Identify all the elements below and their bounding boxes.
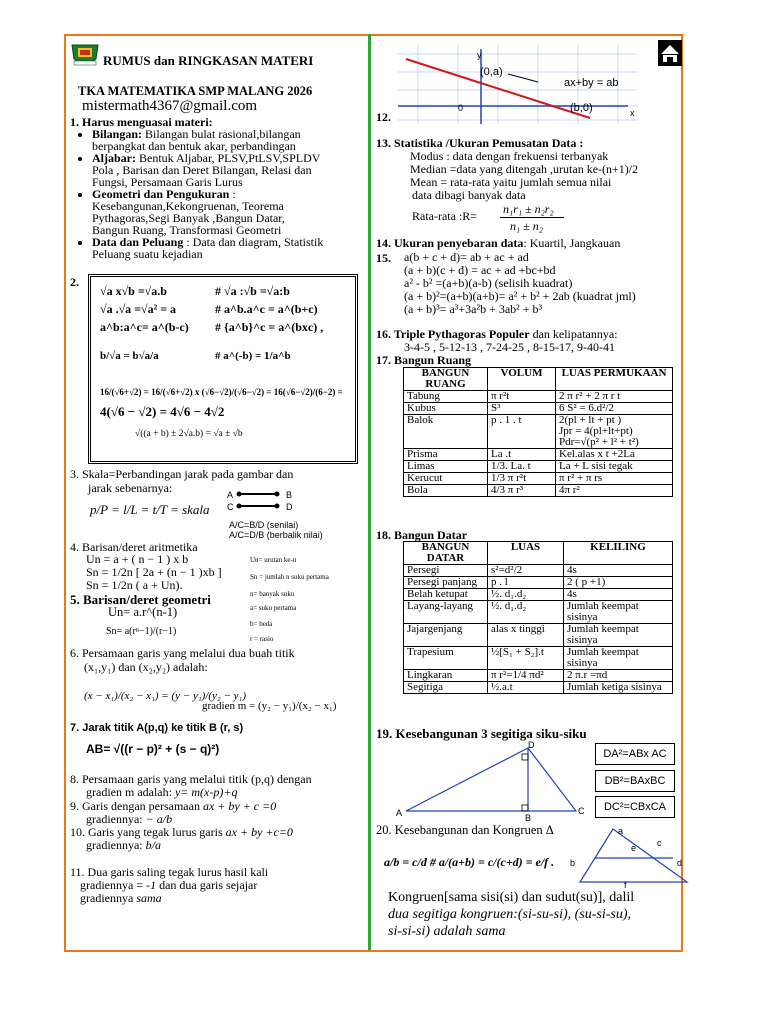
- table-cell-line: Pdr=√(p² + l² + t²): [559, 436, 639, 448]
- s2-number: 2.: [70, 275, 79, 289]
- table-row: [404, 473, 673, 485]
- s3-line2: jarak sebenarnya:: [88, 481, 173, 495]
- s13-fraction-bar: [500, 217, 564, 218]
- s12-point-a: (0,a): [480, 66, 503, 78]
- s6-line1: 6. Persamaan garis yang melalui dua buah titik: [70, 646, 295, 660]
- s11-line1: 11. Dua garis saling tegak lurus hasil kali: [70, 865, 269, 879]
- s6-gradient: gradien m = (y₂ − y₁)/(x₂ − x₁): [202, 700, 337, 712]
- s2-line3b: # {a^b}^c = a^(bxc) ,: [215, 320, 324, 334]
- author-email: mistermath4367@gmail.com: [82, 98, 258, 114]
- s5-line1: Un= a.r^(n-1): [108, 605, 178, 619]
- table-cell: 4π r²: [556, 485, 673, 497]
- s1-list: [76, 128, 382, 260]
- s2-line4b: # a^(-b) = 1/a^b: [215, 350, 291, 362]
- table-cell: La + L sisi tegak: [556, 461, 673, 473]
- table-cell: alas x tinggi: [488, 624, 564, 647]
- s13-line4: data dibagi banyak data: [412, 188, 526, 202]
- s16-heading: 16. Triple Pythagoras Populer dan kelipatannya:: [376, 327, 618, 341]
- table-row: [404, 461, 673, 473]
- table-cell: 1/3 π r²t: [488, 473, 556, 485]
- s4-line3: Sn = 1/2n ( a + Un).: [86, 578, 183, 592]
- s2-line2b: # a^b.a^c = a^(b+c): [215, 302, 318, 316]
- s3-line1: 3. Skala=Perbandingan jarak pada gambar dan: [70, 467, 294, 481]
- s16-line: 3-4-5 , 5-12-13 , 7-24-25 , 8-15-17, 9-40-41: [404, 340, 615, 354]
- s12-number: 12.: [376, 110, 391, 124]
- table-row: [404, 589, 673, 601]
- s12-x-label: x: [630, 108, 635, 118]
- table-cell: Prisma: [404, 449, 488, 461]
- table-cell: Belah ketupat: [404, 589, 488, 601]
- s12-origin: 0: [458, 103, 464, 113]
- s4-line1: Un = a + ( n − 1 ) x b: [86, 552, 189, 566]
- s7-line1: 7. Jarak titik A(p,q) ke titik B (r, s): [70, 722, 244, 734]
- s13-mean-num: n₁r₁ ± n₂r₂: [503, 202, 554, 216]
- s3-rule2: A/C=D/B (berbalik nilai): [229, 530, 323, 540]
- col-header: KELILING: [564, 542, 673, 565]
- s6-formula: (x − x₁)/(x₂ − x₁) = (y − y₁)/(y₂ − y₁): [84, 690, 247, 702]
- right-triangle-diagram-icon: [398, 744, 588, 816]
- s19-label-c: C: [578, 806, 585, 816]
- s8-line1: 8. Persamaan garis yang melalui titik (p,q) dengan: [70, 772, 312, 786]
- s4-line2: Sn = 1/2n [ 2a + (n − 1 )xb ]: [86, 565, 222, 579]
- table-cell: p . l: [488, 577, 564, 589]
- s1-item: • Aljabar: Bentuk Aljabar, PLSV,PtLSV,SPLDV Pola , Barisan dan Deret Bilangan, Relasi dan Fungsi, Persamaan Garis Lurus: [92, 152, 382, 188]
- s20-label-d: d: [677, 858, 683, 868]
- table-cell: Limas: [404, 461, 488, 473]
- s17-heading: 17. Bangun Ruang: [376, 353, 472, 367]
- s13-mean-den: n₁ ± n₂: [510, 219, 543, 233]
- corner-logo-icon: [658, 40, 682, 66]
- s4-heading: 4. Barisan/deret aritmetika: [70, 540, 198, 554]
- s5-line2: Sn= a(rⁿ−1)/(r−1): [106, 626, 177, 637]
- doc-subtitle: TKA MATEMATIKA SMP MALANG 2026: [78, 84, 313, 98]
- s7-line2: AB= √((r − p)² + (s − q)²): [86, 742, 220, 756]
- col-header: BANGUN RUANG: [404, 368, 488, 391]
- s13-mean-label: Rata-rata :R=: [412, 209, 478, 223]
- table-cell: S³: [488, 403, 556, 415]
- s11-line3: gradiennya sama: [80, 891, 162, 905]
- s9-line1: 9. Garis dengan persamaan ax + by + c =0: [70, 799, 277, 813]
- table-row: [404, 485, 673, 497]
- s2-line3a: a^b:a^c= a^(b-c): [100, 320, 189, 334]
- table-row: [404, 647, 673, 670]
- table-cell: Kel.alas x t +2La: [556, 449, 673, 461]
- table-cell: 1/3. La. t: [488, 461, 556, 473]
- table-cell: π r²=1/4 πd²: [488, 670, 564, 682]
- school-logo-icon: [70, 41, 100, 69]
- s19-formula3: DC²=CBxCA: [595, 796, 675, 818]
- s4-note3: n= banyak suku: [250, 590, 295, 598]
- s19-label-a: A: [396, 808, 403, 818]
- s5-heading: 5. Barisan/deret geometri: [70, 592, 211, 607]
- s1-item: • Data dan Peluang : Data dan diagram, Statistik Peluang suatu kejadian: [92, 236, 382, 260]
- s15-line1: a(b + c + d)= ab + ac + ad: [404, 250, 529, 264]
- s4-note1: Un= urutan ke-n: [250, 556, 297, 564]
- s3-label-a: A: [227, 490, 234, 500]
- bangun-datar-table: [403, 541, 673, 694]
- s13-line2: Median =data yang ditengah ,urutan ke-(n+1)/2: [410, 162, 639, 176]
- table-row: [404, 601, 673, 624]
- table-cell: 4s: [564, 565, 673, 577]
- table-cell: Tabung: [404, 391, 488, 403]
- s2-line6: 4(√6 − √2) = 4√6 − 4√2: [100, 404, 225, 419]
- table-cell: [556, 415, 673, 449]
- table-cell: Jumlah keempat sisinya: [564, 647, 673, 670]
- table-cell: La .t: [488, 449, 556, 461]
- s2-line1a: √a x√b =√a.b: [100, 284, 167, 298]
- s20-kongruen2: dua segitiga kongruen:(si-su-si), (su-si-su),: [388, 907, 632, 922]
- table-cell: ½.a.t: [488, 682, 564, 694]
- table-cell: s²=d²/2: [488, 565, 564, 577]
- table-cell-line: 2(pl + lt + pt ): [559, 414, 622, 426]
- s5-note3: r = rasio: [250, 635, 274, 643]
- scale-diagram-icon: [225, 488, 295, 512]
- s20-label-b: b: [570, 858, 576, 868]
- s1-item: • Geometri dan Pengukuran : Kesebangunan,Kekongruenan, Teorema Pythagoras,Segi Banyak ,Bangun Datar, Bangun Ruang, Transformasi Geometri: [92, 188, 382, 236]
- s4-note2: Sn = jumlah n suku pertama: [250, 573, 329, 581]
- table-cell: 6 S² = 6.d²/2: [556, 403, 673, 415]
- table-row: [404, 415, 673, 449]
- s10-line2: gradiennya: b/a: [86, 838, 161, 852]
- table-cell: 2 π r² + 2 π r t: [556, 391, 673, 403]
- bangun-ruang-table: [403, 367, 673, 497]
- s20-kongruen1: Kongruen[sama sisi(si) dan sudut(su)], dalil: [388, 890, 635, 905]
- s13-line1: Modus : data dengan frekuensi terbanyak: [410, 149, 609, 163]
- s12-point-b: (b,0): [570, 102, 593, 114]
- s20-label-e: e: [631, 843, 637, 853]
- table-cell: Layang-layang: [404, 601, 488, 624]
- table-row: [404, 577, 673, 589]
- table-cell: 4s: [564, 589, 673, 601]
- s19-formula2: DB²=BAxBC: [595, 770, 675, 792]
- s2-line7: √((a + b) ± 2√a.b) = √a ± √b: [135, 429, 243, 439]
- s19-label-d: D: [528, 740, 535, 750]
- s20-label-c: c: [657, 838, 662, 848]
- table-cell: Persegi: [404, 565, 488, 577]
- s13-heading: 13. Statistika /Ukuran Pemusatan Data :: [376, 136, 584, 150]
- s5-note2: b= beda: [250, 620, 273, 628]
- s2-line4a: b/√a = b√a/a: [100, 350, 159, 362]
- s15-line5: (a + b)³= a³+3a²b + 3ab² + b³: [404, 302, 543, 316]
- s20-formula: a/b = c/d # a/(a+b) = c/(c+d) = e/f .: [384, 855, 555, 869]
- s8-line2: gradien m adalah: y= m(x-p)+q: [86, 785, 238, 799]
- table-cell: ½. d₁.d₂: [488, 589, 564, 601]
- s3-rule1: A/C=B/D (senilai): [229, 520, 299, 530]
- s15-line4: (a + b)²=(a+b)(a+b)= a² + b² + 2ab (kuadrat jml): [404, 289, 636, 303]
- table-cell: Bola: [404, 485, 488, 497]
- s13-line3: Mean = rata-rata yaitu jumlah semua nilai: [410, 175, 612, 189]
- s2-line5: 16/(√6+√2) = 16/(√6+√2) x (√6−√2)/(√6−√2) = 16(√6−√2)/(6−2) =: [100, 387, 343, 397]
- table-cell: Jajargenjang: [404, 624, 488, 647]
- s19-label-b: B: [525, 813, 532, 823]
- col-header: VOLUM: [488, 368, 556, 391]
- s15-number: 15.: [376, 251, 391, 265]
- table-cell: π r²t: [488, 391, 556, 403]
- s20-kongruen3: si-si-si) adalah sama: [388, 924, 506, 939]
- table-row: [404, 624, 673, 647]
- similar-triangle-diagram-icon: [575, 826, 690, 890]
- table-cell-line: Jpr = 4(pl+lt+pt): [559, 425, 633, 437]
- s14-line: 14. Ukuran penyebaran data: Kuartil, Jangkauan: [376, 236, 621, 250]
- table-cell: π r² + π rs: [556, 473, 673, 485]
- table-cell: 4/3 π r³: [488, 485, 556, 497]
- s10-line1: 10. Garis yang tegak lurus garis ax + by +c=0: [70, 825, 293, 839]
- table-cell: Persegi panjang: [404, 577, 488, 589]
- table-cell: Jumlah keempat sisinya: [564, 601, 673, 624]
- s19-formula1: DA²=ABx AC: [595, 743, 675, 765]
- table-cell: Kerucut: [404, 473, 488, 485]
- s20-label-f: f: [624, 880, 627, 890]
- s20-heading: 20. Kesebangunan dan Kongruen Δ: [376, 823, 554, 837]
- s12-equation: ax+by = ab: [564, 77, 619, 89]
- doc-title: RUMUS dan RINGKASAN MATERI: [103, 53, 314, 68]
- table-cell: Trapesium: [404, 647, 488, 670]
- s3-label-b: B: [286, 490, 293, 500]
- s15-line3: a² - b² =(a+b)(a-b) (selisih kuadrat): [404, 276, 573, 290]
- table-row: [404, 565, 673, 577]
- table-cell: p . 1 . t: [488, 415, 556, 449]
- col-header: LUAS PERMUKAAN: [556, 368, 673, 391]
- s2-line2a: √a .√a =√a² = a: [100, 302, 177, 316]
- table-cell: Balok: [404, 415, 488, 449]
- col-header: LUAS: [488, 542, 564, 565]
- col-header: BANGUN DATAR: [404, 542, 488, 565]
- table-cell: Jumlah ketiga sisinya: [564, 682, 673, 694]
- s3-formula: p/P = l/L = t/T = skala: [90, 502, 210, 517]
- s9-line2: gradiennya: − a/b: [86, 812, 173, 826]
- s3-label-d: D: [286, 502, 293, 512]
- table-row: [404, 449, 673, 461]
- table-cell: 2 ( p +1): [564, 577, 673, 589]
- table-cell: Segitiga: [404, 682, 488, 694]
- s1-heading: 1. Harus menguasai materi:: [70, 115, 213, 129]
- s5-note1: a= suku pertama: [250, 604, 297, 612]
- table-cell: Lingkaran: [404, 670, 488, 682]
- s18-heading: 18. Bangun Datar: [376, 528, 468, 542]
- s15-line2: (a + b)(c + d) = ac + ad +bc+bd: [404, 263, 556, 277]
- table-row: [404, 403, 673, 415]
- table-cell: Kubus: [404, 403, 488, 415]
- s11-line2: gradiennya = -1 dan dua garis sejajar: [80, 878, 258, 892]
- s6-line2: (x₁,y₁) dan (x₂,y₂) adalah:: [84, 660, 208, 674]
- table-row: [404, 682, 673, 694]
- s20-label-a: a: [618, 826, 624, 836]
- table-cell: Jumlah keempat sisinya: [564, 624, 673, 647]
- table-cell: ½[S₁ + S₂].t: [488, 647, 564, 670]
- s1-item: • Bilangan: Bilangan bulat rasional,bilangan berpangkat dan bentuk akar, perbandingan: [92, 128, 382, 152]
- s2-line1b: # √a :√b =√a:b: [215, 284, 290, 298]
- s12-y-label: y: [477, 50, 482, 60]
- table-row: [404, 391, 673, 403]
- table-cell: ½. d₁.d₂: [488, 601, 564, 624]
- table-row: [404, 670, 673, 682]
- table-cell: 2 π.r =πd: [564, 670, 673, 682]
- s19-heading: 19. Kesebangunan 3 segitiga siku-siku: [376, 726, 587, 741]
- s3-label-c: C: [227, 502, 234, 512]
